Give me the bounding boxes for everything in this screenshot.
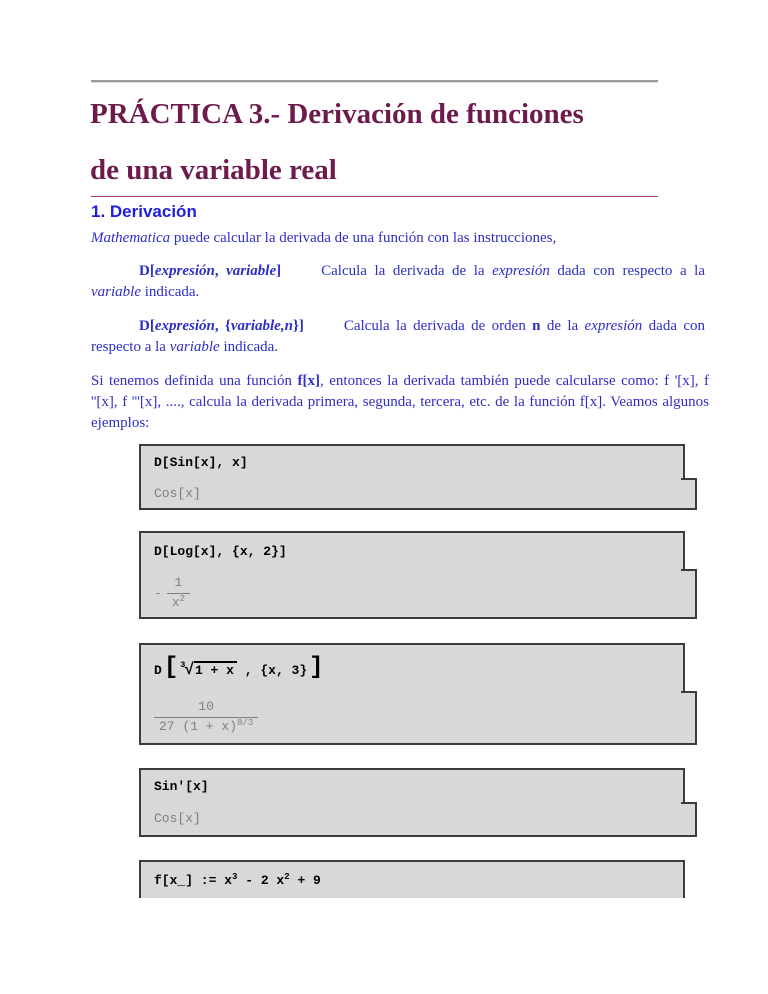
syntax-separator: , [214, 263, 227, 279]
code-input-section [139, 444, 685, 478]
desc-text: Calcula la derivada de orden [343, 318, 533, 334]
syntax-arg-variable-n: variable,n [230, 318, 293, 334]
input-code [154, 655, 326, 682]
close-bracket: ] [309, 653, 324, 681]
definition-2 [91, 316, 705, 358]
exponent: 3 [232, 871, 238, 882]
body-text: , entonces la derivada también puede calcularse como: f '[x], f ''[x], f '''[x], ...., calcula la derivada primera, segunda, tercera, etc. de la función f[x]. Veamos algunos ejemplos: [91, 373, 709, 431]
d-operator: D [154, 662, 162, 678]
fraction-denominator [154, 717, 258, 735]
desc-text: indicada. [141, 284, 200, 300]
title-line-1: PRÁCTICA 3.- Derivación de funciones [90, 98, 584, 130]
code-input-section [139, 860, 685, 898]
input-text: - 2 x [237, 872, 285, 888]
input-text: + 9 [289, 872, 321, 888]
syntax-close: }] [292, 318, 304, 334]
syntax-separator: , { [214, 318, 231, 334]
body-text: Si tenemos definida una función [91, 373, 298, 389]
denominator-exponent: 8/3 [237, 717, 254, 728]
desc-italic-variable: variable [91, 284, 141, 300]
code-cell-4 [139, 768, 697, 837]
fraction-numerator: 10 [198, 699, 214, 715]
desc-text: Calcula la derivada de la [321, 263, 493, 279]
section-heading: 1. Derivación [91, 202, 197, 221]
fraction [167, 575, 190, 611]
definition-1 [91, 261, 705, 303]
minus-sign: - [154, 585, 162, 601]
denominator-base: x [171, 594, 180, 610]
fraction [154, 699, 258, 735]
command-syntax-1 [139, 263, 281, 279]
code-output-section [139, 478, 697, 510]
input-code: Sin'[x] [154, 778, 209, 794]
code-cell-3 [139, 643, 697, 745]
input-text: f[x_] := x [154, 872, 233, 888]
code-cell-2 [139, 531, 697, 619]
document-title [90, 86, 720, 198]
desc-text: indicada. [219, 339, 279, 355]
desc-italic-expresion: expresión [584, 318, 643, 334]
body-bold-fx: f[x] [297, 373, 321, 389]
code-output-section [139, 691, 697, 745]
section-horizontal-rule [91, 196, 658, 197]
top-horizontal-rule [91, 80, 658, 83]
title-line-2: de una variable real [90, 154, 337, 186]
desc-italic-variable: variable [169, 339, 220, 355]
code-input-section [139, 768, 685, 802]
desc-text: de la [540, 318, 585, 334]
input-code: D[Log[x], {x, 2}] [154, 543, 287, 559]
denominator-base: 27 (1 + x) [159, 718, 238, 734]
exponent: 2 [284, 871, 290, 882]
radicand: 1 + x [194, 661, 237, 678]
output-code: Cos[x] [154, 811, 201, 826]
denominator-exponent: 2 [179, 593, 186, 604]
desc-italic-expresion: expresión [492, 263, 550, 279]
intro-paragraph [91, 228, 705, 249]
code-output-section [139, 569, 697, 619]
fraction-numerator: 1 [174, 575, 183, 591]
code-input-section [139, 643, 685, 691]
syntax-arg-expresion: expresión [154, 318, 215, 334]
input-code: D[Sin[x], x] [154, 454, 248, 470]
desc-text: dada con respecto a la [91, 318, 705, 355]
mathematica-word: Mathematica [91, 230, 171, 246]
desc-bold-n: n [532, 318, 541, 334]
code-input-section [139, 531, 685, 569]
code-cell-5 [139, 860, 685, 898]
command-syntax-2 [139, 318, 304, 334]
open-bracket: [ [163, 653, 179, 681]
root-index: 3 [180, 659, 186, 670]
syntax-open: D[ [139, 318, 155, 334]
code-output-section [139, 802, 697, 837]
syntax-close: ] [276, 263, 282, 279]
desc-text: dada con respecto a la [549, 263, 705, 279]
input-code [154, 873, 321, 888]
intro-text: puede calcular la derivada de una función con las instrucciones, [170, 230, 557, 246]
syntax-open: D[ [139, 263, 155, 279]
syntax-arg-expresion: expresión [154, 263, 215, 279]
radical-sign: √ [184, 660, 194, 679]
input-rest: , {x, 3} [236, 662, 308, 678]
output-code: Cos[x] [154, 485, 201, 501]
code-cell-1 [139, 444, 697, 510]
syntax-arg-variable: variable [226, 263, 277, 279]
fraction-denominator [167, 593, 190, 611]
body-paragraph [91, 371, 709, 434]
